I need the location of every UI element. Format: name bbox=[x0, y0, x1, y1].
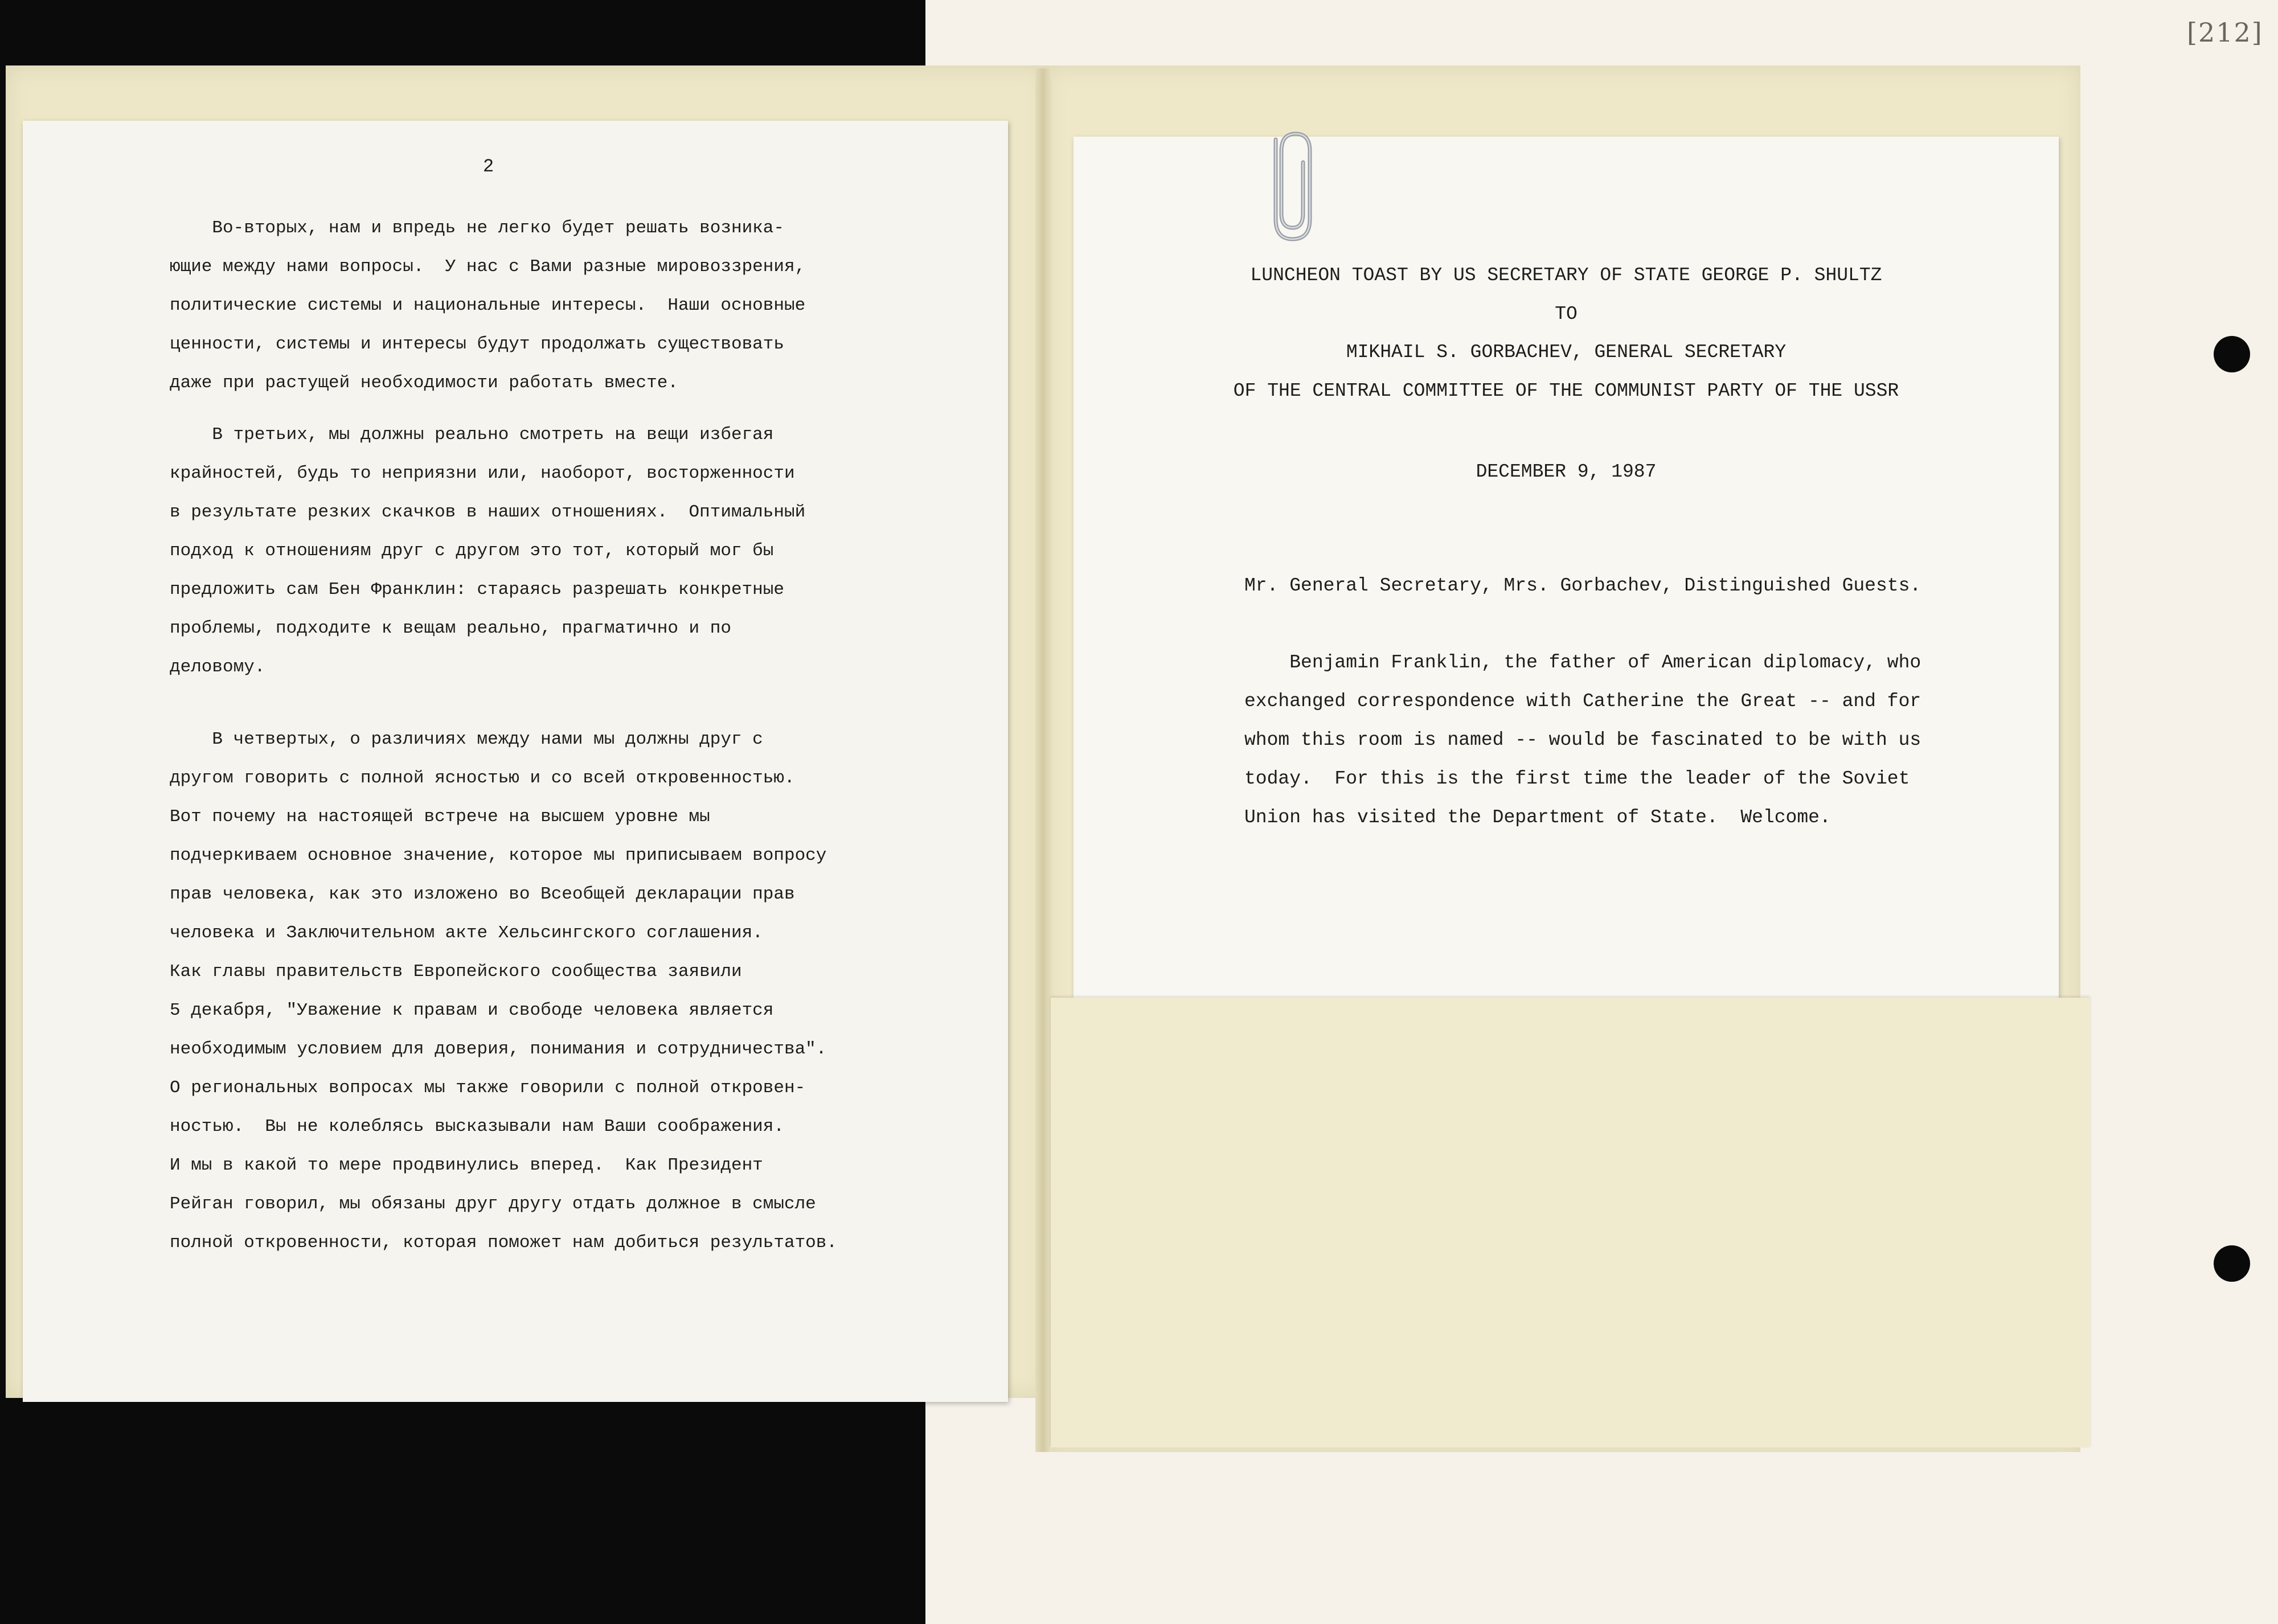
paragraph bbox=[1244, 643, 2230, 837]
text-line: 5 декабря, "Уважение к правам и свободе человека является bbox=[170, 1000, 774, 1020]
paragraph bbox=[170, 209, 967, 403]
paperclip-icon bbox=[1253, 122, 1316, 248]
text-line: exchanged correspondence with Catherine the Great -- and for bbox=[1244, 691, 1921, 712]
text-line: Рейган говорил, мы обязаны друг другу отдать должное в смысле bbox=[170, 1194, 816, 1214]
text-line: прав человека, как это изложено во Всеобщей декларации прав bbox=[170, 884, 795, 904]
page-number: 2 bbox=[483, 156, 494, 177]
text-line: полной откровенности, которая поможет нам добиться результатов. bbox=[170, 1233, 837, 1253]
document-title-line: MIKHAIL S. GORBACHEV, GENERAL SECRETARY bbox=[1346, 342, 1787, 363]
text-line: Union has visited the Department of State. Welcome. bbox=[1244, 807, 1831, 828]
text-line: подчеркиваем основное значение, которое мы приписываем вопросу bbox=[170, 846, 827, 866]
punch-hole bbox=[2214, 336, 2250, 372]
text-line: подход к отношениям друг с другом это тот, который мог бы bbox=[170, 541, 774, 561]
text-line: деловому. bbox=[170, 657, 265, 677]
text-line: необходимым условием для доверия, понимания и сотрудничества". bbox=[170, 1039, 827, 1059]
folder-spine bbox=[1035, 68, 1052, 1452]
text-line: даже при растущей необходимости работать вместе. bbox=[170, 373, 678, 393]
text-line: проблемы, подходите к вещам реально, прагматично и по bbox=[170, 618, 731, 638]
document-date: DECEMBER 9, 1987 bbox=[1476, 461, 1657, 482]
text-line: крайностей, будь то неприязни или, наоборот, восторженности bbox=[170, 464, 795, 483]
text-line: политические системы и национальные интересы. Наши основные bbox=[170, 296, 806, 315]
text-line: Benjamin Franklin, the father of American diplomacy, who bbox=[1244, 652, 1921, 673]
text-line: предложить сам Бен Франклин: стараясь разрешать конкретные bbox=[170, 580, 784, 600]
text-line: И мы в какой то мере продвинулись вперед. Как Президент bbox=[170, 1155, 763, 1175]
document-title-line: TO bbox=[1555, 304, 1578, 325]
document-title-line: OF THE CENTRAL COMMITTEE OF THE COMMUNIST PARTY OF THE USSR bbox=[1233, 380, 1899, 401]
english-text-page bbox=[1074, 137, 2059, 1014]
paragraph bbox=[170, 416, 967, 687]
text-line: В четвертых, о различиях между нами мы должны друг с bbox=[170, 729, 763, 749]
archive-page-number: [212] bbox=[2187, 17, 2263, 48]
text-line: человека и Заключительном акте Хельсингского соглашения. bbox=[170, 923, 763, 943]
document-title-line: LUNCHEON TOAST BY US SECRETARY OF STATE GEORGE P. SHULTZ bbox=[1250, 265, 1882, 286]
text-line: whom this room is named -- would be fascinated to be with us bbox=[1244, 729, 1921, 751]
russian-text-page bbox=[23, 121, 1008, 1402]
text-line: ностью. Вы не колеблясь высказывали нам Ваши соображения. bbox=[170, 1117, 784, 1137]
punch-hole bbox=[2214, 1245, 2250, 1282]
text-line: О региональных вопросах мы также говорили с полной откровен- bbox=[170, 1078, 806, 1098]
text-line: Вот почему на настоящей встрече на высшем уровне мы bbox=[170, 807, 710, 827]
folder-pocket-flap bbox=[1051, 998, 2090, 1447]
text-line: другом говорить с полной ясностью и со всей откровенностью. bbox=[170, 768, 795, 788]
text-line: Как главы правительств Европейского сообщества заявили bbox=[170, 962, 742, 982]
text-line: Во-вторых, нам и впредь не легко будет решать возника- bbox=[170, 218, 784, 238]
text-line: today. For this is the first time the leader of the Soviet bbox=[1244, 768, 1910, 789]
text-line: ющие между нами вопросы. У нас с Вами разные мировоззрения, bbox=[170, 257, 806, 277]
paragraph bbox=[170, 720, 967, 1262]
text-line: ценности, системы и интересы будут продолжать существовать bbox=[170, 334, 784, 354]
text-line: в результате резких скачков в наших отношениях. Оптимальный bbox=[170, 502, 806, 522]
text-line: Mr. General Secretary, Mrs. Gorbachev, Distinguished Guests. bbox=[1244, 575, 1921, 596]
salutation bbox=[1244, 567, 2230, 605]
text-line: В третьих, мы должны реально смотреть на вещи избегая bbox=[170, 425, 774, 445]
